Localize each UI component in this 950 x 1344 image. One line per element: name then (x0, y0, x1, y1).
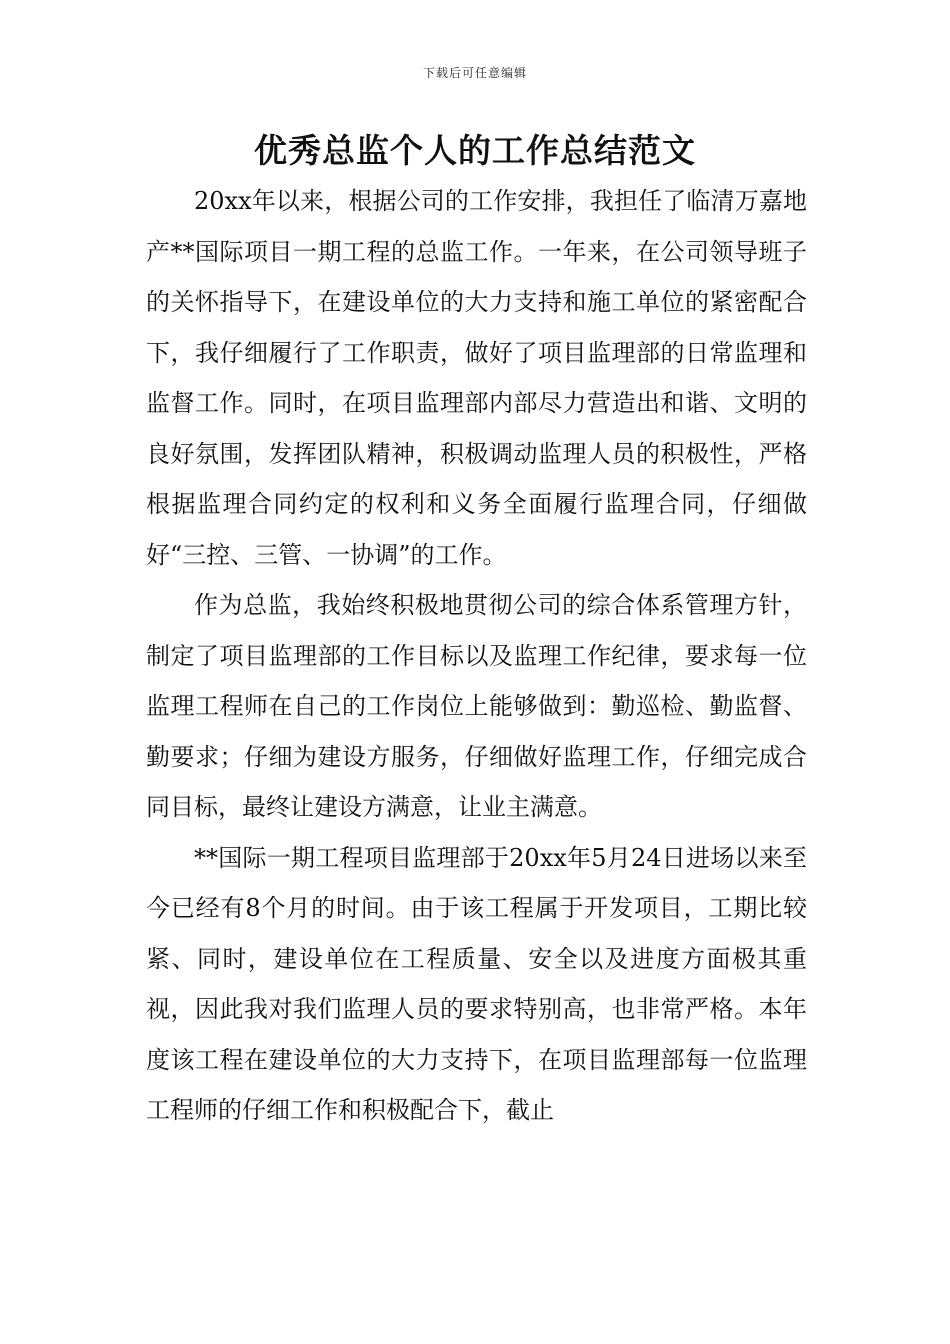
document-title: 优秀总监个人的工作总结范文 (254, 131, 696, 170)
paragraph-1: 20xx年以来，根据公司的工作安排，我担任了临清万嘉地产**国际项目一期工程的总监工作。一年来，在公司领导班子的关怀指导下，在建设单位的大力支持和施工单位的紧密配合下，我仔细履行了工作职责，做好了项目监理部的日常监理和监督工作。同时，在项目监理部内部尽力营造出和谐、文明的良好氛围，发挥团队精神，积极调动监理人员的积极性，严格根据监理合同约定的权利和义务全面履行监理合同，仔细做好“三控、三管、一协调”的工作。 (146, 187, 807, 569)
paragraph-2: 作为总监，我始终积极地贯彻公司的综合体系管理方针，制定了项目监理部的工作目标以及监理工作纪律，要求每一位监理工程师在自己的工作岗位上能够做到：勤巡检、勤监督、勤要求；仔细为建设方服务，仔细做好监理工作，仔细完成合同目标，最终让建设方满意，让业主满意。 (146, 591, 807, 821)
document-body (146, 176, 807, 1136)
paragraph-3: **国际一期工程项目监理部于20xx年5月24日进场以来至今已经有8个月的时间。由于该工程属于开发项目，工期比较紧、同时，建设单位在工程质量、安全以及进度方面极其重视，因此我对我们监理人员的要求特别高，也非常严格。本年度该工程在建设单位的大力支持下，在项目监理部每一位监理工程师的仔细工作和积极配合下，截止 (146, 843, 807, 1124)
page-header-note: 下载后可任意编辑 (422, 66, 527, 80)
